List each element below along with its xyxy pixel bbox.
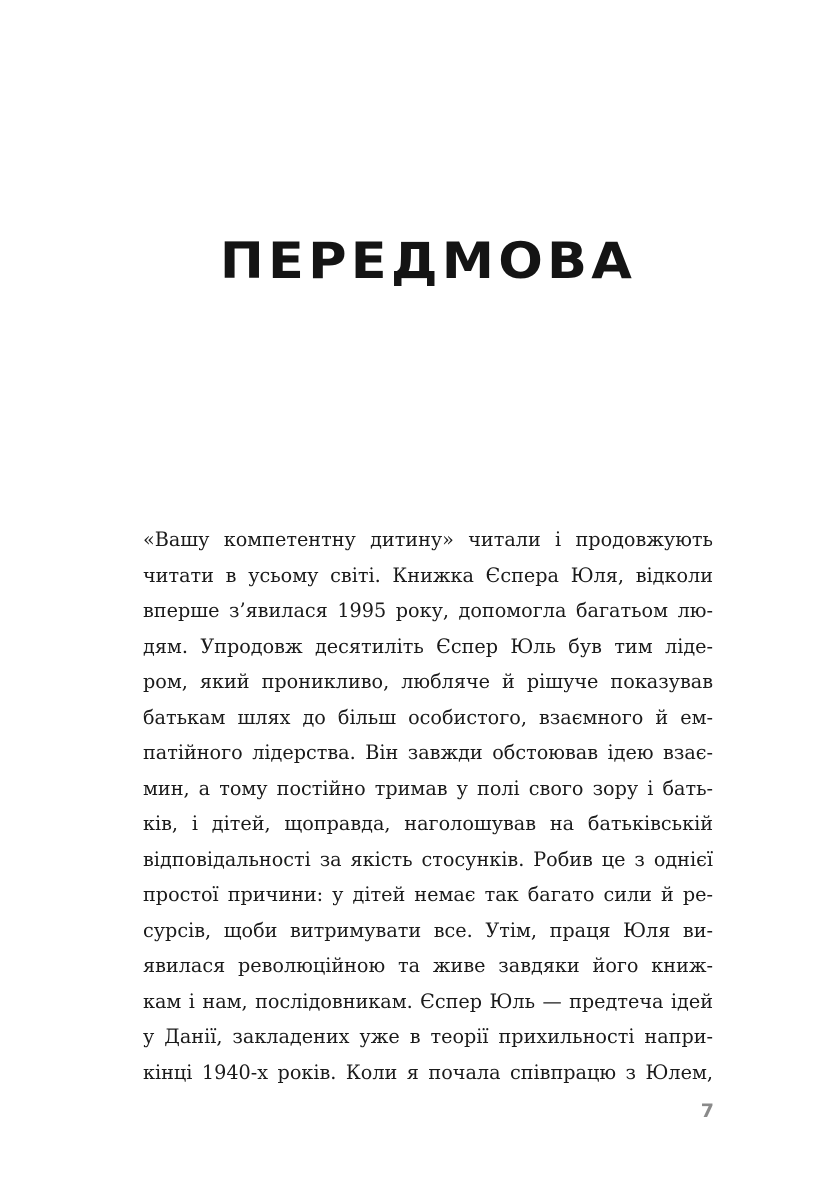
text-line: «Вашу компетентну дитину» читали і продовжують [143,528,713,551]
body-paragraph [143,522,713,1090]
text-line: сурсів, щоби витримувати все. Утім, праця Юля ви- [143,918,713,942]
text-line: вперше з’явилася 1995 року, допомогла багатьом лю- [143,599,713,622]
chapter-title: ПЕРЕДМОВА [219,232,637,290]
text-line: простої причини: у дітей немає так багато сили й ре- [143,883,713,906]
text-line: кінці 1940-х років. Коли я почала співпрацю з Юлем, [143,1060,713,1084]
text-line: кам і нам, послідовникам. Єспер Юль — предтеча ідей [143,989,713,1013]
text-line: ків, і дітей, щоправда, наголошував на батьківській [143,812,713,835]
text-line: читати в усьому світі. Книжка Єспера Юля, відколи [143,563,713,587]
text-line: патійного лідерства. Він завжди обстоював ідею взає- [143,741,713,764]
text-line: ром, який проникливо, люблячe й рішуче показував [143,670,713,693]
text-line: дям. Упродовж десятиліть Єспер Юль був тим ліде- [143,634,713,658]
text-line: явилася революційною та живе завдяки його книж- [143,954,713,977]
text-line: у Данії, закладених уже в теорії прихильності напри- [143,1025,713,1048]
text-line: відповідальності за якість стосунків. Робив це з однієї [143,847,713,871]
page-number: 7 [700,1100,714,1122]
text-line: мин, а тому постійно тримав у полі свого зору і бать- [143,776,713,800]
text-line: батькам шлях до більш особистого, взаємного й ем- [143,705,713,729]
